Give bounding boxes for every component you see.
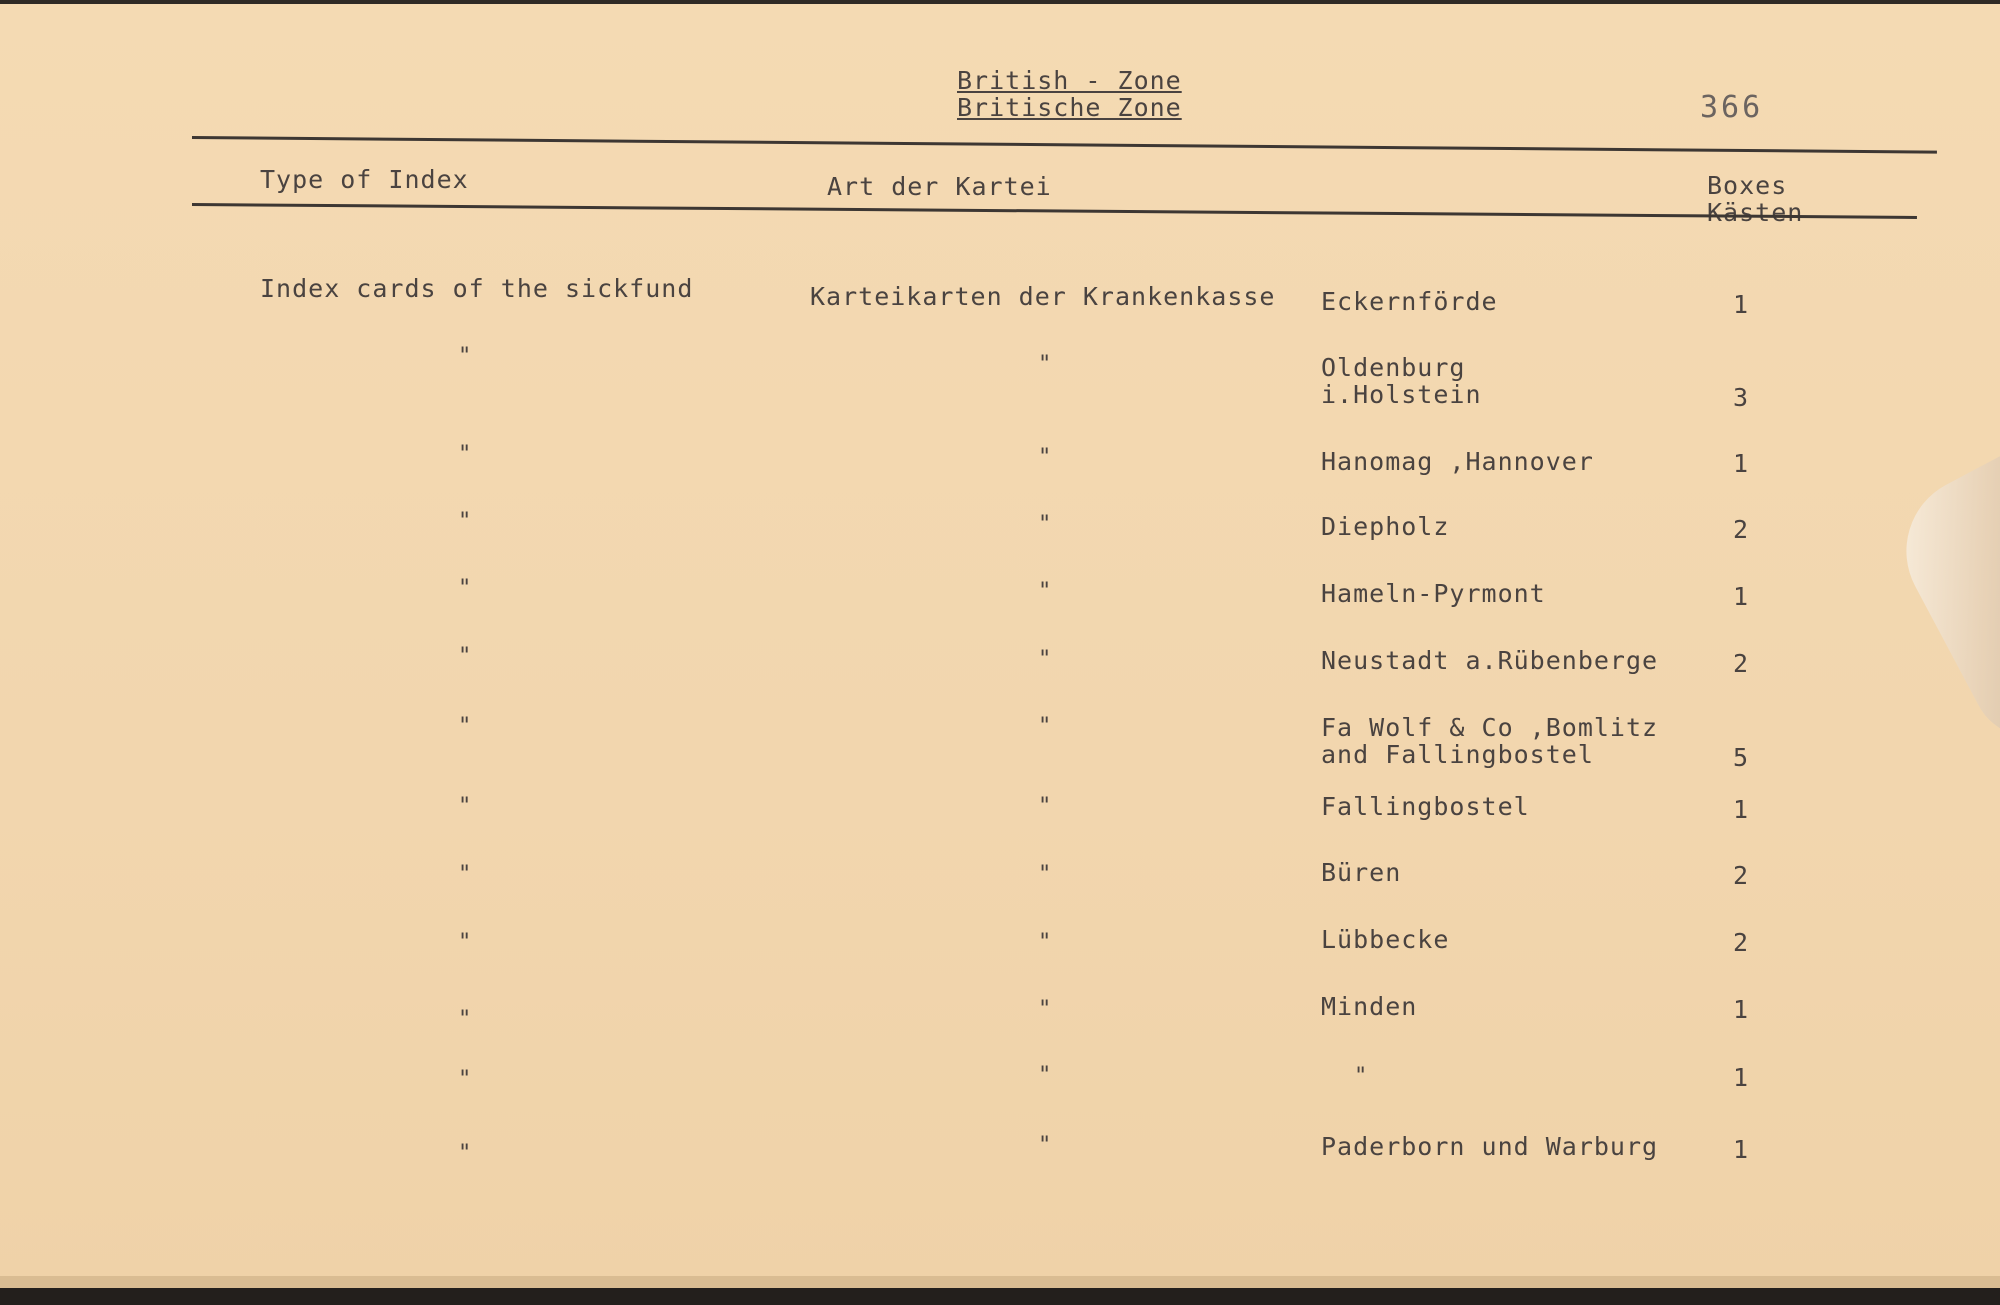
row-boxes: 1: [1733, 290, 1750, 319]
row-place: Büren: [1321, 858, 1402, 887]
row-boxes: 2: [1733, 515, 1750, 544]
row-art: ": [1038, 647, 1053, 672]
zone-title-de: Britische Zone: [957, 93, 1182, 122]
row-boxes: 1: [1733, 582, 1750, 611]
row-place: Diepholz: [1321, 512, 1450, 541]
row-type: ": [458, 930, 473, 955]
row-place: Minden: [1321, 992, 1418, 1021]
row-boxes: 2: [1733, 861, 1750, 890]
row-art: ": [1038, 1133, 1053, 1158]
glare-overlay: [1880, 450, 2000, 759]
row-art: ": [1038, 1063, 1053, 1088]
row-art: ": [1038, 930, 1053, 955]
bottom-edge: [0, 1288, 2000, 1305]
row-place: Paderborn und Warburg: [1321, 1132, 1659, 1161]
row-art: ": [1038, 512, 1053, 537]
column-header-art: Art der Kartei: [827, 172, 1052, 201]
row-place: Eckernförde: [1321, 287, 1498, 316]
top-edge: [0, 0, 2000, 4]
row-type: ": [458, 576, 473, 601]
row-type: ": [458, 1141, 473, 1166]
row-art: ": [1038, 714, 1053, 739]
row-place-line2: i.Holstein: [1321, 380, 1482, 409]
column-header-boxes-de: Kästen: [1707, 198, 1804, 227]
bottom-edge-shadow: [0, 1276, 2000, 1288]
column-header-boxes-en: Boxes: [1707, 171, 1788, 200]
page-number: 366: [1700, 90, 1764, 125]
row-type: ": [458, 1007, 473, 1032]
row-place: Hanomag ,Hannover: [1321, 447, 1594, 476]
row-type: ": [458, 862, 473, 887]
row-place: Neustadt a.Rübenberge: [1321, 646, 1659, 675]
row-type: ": [458, 1067, 473, 1092]
row-type: ": [458, 794, 473, 819]
row-art: Karteikarten der Krankenkasse: [810, 282, 1276, 311]
row-boxes: 1: [1733, 449, 1750, 478]
row-place: Lübbecke: [1321, 925, 1450, 954]
column-header-type: Type of Index: [260, 165, 469, 194]
row-boxes: 3: [1733, 383, 1750, 412]
row-boxes: 1: [1733, 1063, 1750, 1092]
row-boxes: 1: [1733, 1135, 1750, 1164]
row-type: Index cards of the sickfund: [260, 274, 694, 303]
row-boxes: 5: [1733, 743, 1750, 772]
row-type: ": [458, 509, 473, 534]
row-art: ": [1038, 862, 1053, 887]
row-art: ": [1038, 579, 1053, 604]
row-boxes: 1: [1733, 795, 1750, 824]
row-place-line2: and Fallingbostel: [1321, 740, 1594, 769]
row-type: ": [458, 344, 473, 369]
header-rule-top: [192, 136, 1937, 154]
row-art: ": [1038, 352, 1053, 377]
row-art: ": [1038, 997, 1053, 1022]
header-rule-bottom: [192, 203, 1917, 219]
row-art: ": [1038, 794, 1053, 819]
row-boxes: 2: [1733, 928, 1750, 957]
row-boxes: 1: [1733, 995, 1750, 1024]
row-boxes: 2: [1733, 649, 1750, 678]
row-place: Hameln-Pyrmont: [1321, 579, 1546, 608]
row-place: Oldenburg: [1321, 353, 1466, 382]
row-place: Fallingbostel: [1321, 792, 1530, 821]
row-place: Fa Wolf & Co ,Bomlitz: [1321, 713, 1659, 742]
row-type: ": [458, 644, 473, 669]
row-art: ": [1038, 445, 1053, 470]
zone-title-en: British - Zone: [957, 66, 1182, 95]
row-type: ": [458, 442, 473, 467]
row-place: ": [1354, 1064, 1369, 1089]
row-type: ": [458, 714, 473, 739]
